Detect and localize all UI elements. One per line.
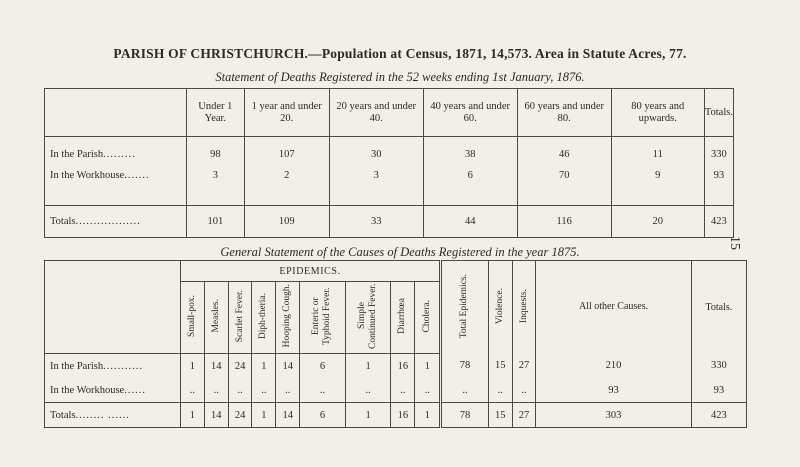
cell: 93 bbox=[704, 165, 733, 187]
epidemics-group-header: EPIDEMICS. bbox=[181, 261, 441, 282]
header-cell: Totals. bbox=[704, 89, 733, 137]
leader-dots: ........ ...... bbox=[75, 409, 130, 421]
cell: .. bbox=[441, 378, 489, 403]
cell: 330 bbox=[691, 354, 746, 379]
cell: 14 bbox=[276, 403, 300, 428]
header-cell: Totals. bbox=[691, 261, 746, 354]
cell: 15 bbox=[488, 403, 512, 428]
row-label: Totals bbox=[50, 409, 76, 421]
cell: 116 bbox=[517, 206, 611, 238]
table-row bbox=[45, 143, 734, 165]
document-title: PARISH OF CHRISTCHURCH.—Population at Census, 1871, 14,573. Area in Statute Acres, 77. bbox=[113, 46, 687, 61]
cell: 33 bbox=[329, 206, 423, 238]
cell: 30 bbox=[329, 143, 423, 165]
cell: 330 bbox=[704, 143, 733, 165]
header-cell: Inquests. bbox=[518, 288, 529, 323]
cell: 24 bbox=[228, 354, 252, 379]
row-label: In the Workhouse bbox=[50, 384, 125, 396]
cell: 109 bbox=[244, 206, 329, 238]
cell: 107 bbox=[244, 143, 329, 165]
cell: .. bbox=[415, 378, 441, 403]
header-cell: Scarlet Fever. bbox=[234, 289, 245, 343]
cell: 93 bbox=[691, 378, 746, 403]
header-cell: 60 years and under 80. bbox=[517, 89, 611, 137]
leader-dots: ....... bbox=[124, 170, 150, 182]
cell: 101 bbox=[187, 206, 245, 238]
cell: 1 bbox=[415, 403, 441, 428]
causes-of-death-table bbox=[44, 260, 747, 428]
table-row bbox=[45, 378, 747, 403]
header-cell: Measles. bbox=[210, 299, 221, 333]
leader-dots: ...... bbox=[124, 384, 146, 396]
cell: 16 bbox=[391, 354, 415, 379]
cell: .. bbox=[345, 378, 391, 403]
cell: 423 bbox=[704, 206, 733, 238]
header-blank bbox=[45, 261, 181, 282]
cell: 20 bbox=[611, 206, 704, 238]
cell: 78 bbox=[441, 354, 489, 379]
cell: .. bbox=[252, 378, 276, 403]
cell: 1 bbox=[181, 403, 205, 428]
cell: 2 bbox=[244, 165, 329, 187]
cell: 38 bbox=[423, 143, 517, 165]
header-cell: Diph-theria. bbox=[258, 292, 269, 340]
cell: 78 bbox=[441, 403, 489, 428]
cell: 9 bbox=[611, 165, 704, 187]
cell: 3 bbox=[329, 165, 423, 187]
leader-dots: .................. bbox=[75, 216, 141, 228]
leader-dots: ........... bbox=[103, 360, 143, 372]
cell: 6 bbox=[300, 403, 346, 428]
totals-row bbox=[45, 206, 734, 238]
cell: .. bbox=[391, 378, 415, 403]
cell: 303 bbox=[536, 403, 691, 428]
header-cell: Diarrhœa bbox=[397, 298, 408, 334]
cell: 1 bbox=[252, 403, 276, 428]
table-header-row bbox=[45, 89, 734, 137]
totals-row bbox=[45, 403, 747, 428]
cell: 1 bbox=[415, 354, 441, 379]
cell: 3 bbox=[187, 165, 245, 187]
header-cell: 1 year and under 20. bbox=[244, 89, 329, 137]
row-label: In the Workhouse bbox=[50, 170, 125, 182]
cell: .. bbox=[512, 378, 536, 403]
cell: 44 bbox=[423, 206, 517, 238]
cell: 16 bbox=[391, 403, 415, 428]
cell: 27 bbox=[512, 403, 536, 428]
cell: 14 bbox=[276, 354, 300, 379]
cell: .. bbox=[300, 378, 346, 403]
table-row bbox=[45, 354, 747, 379]
cell: 6 bbox=[300, 354, 346, 379]
header-cell: Violence. bbox=[494, 287, 505, 324]
header-cell: 80 years and upwards. bbox=[611, 89, 704, 137]
cell: 210 bbox=[536, 354, 691, 379]
leader-dots: ......... bbox=[103, 148, 136, 160]
cell: .. bbox=[488, 378, 512, 403]
header-cell: Simple Continued Fever. bbox=[357, 283, 379, 349]
cell: 46 bbox=[517, 143, 611, 165]
header-cell: 20 years and under 40. bbox=[329, 89, 423, 137]
row-label: In the Parish bbox=[50, 148, 104, 160]
header-cell: Enteric or Typhoid Fever. bbox=[311, 287, 333, 345]
table1-caption: Statement of Deaths Registered in the 52 weeks ending 1st January, 1876. bbox=[215, 70, 585, 84]
cell: 14 bbox=[204, 354, 228, 379]
page-number: 15 bbox=[727, 236, 742, 250]
cell: .. bbox=[204, 378, 228, 403]
cell: 15 bbox=[488, 354, 512, 379]
header-cell: All other Causes. bbox=[536, 261, 691, 354]
cell: 11 bbox=[611, 143, 704, 165]
cell: 98 bbox=[187, 143, 245, 165]
table2-caption: General Statement of the Causes of Deaths Registered in the year 1875. bbox=[220, 245, 580, 259]
cell: 24 bbox=[228, 403, 252, 428]
cell: 1 bbox=[345, 403, 391, 428]
row-label: Totals bbox=[50, 216, 76, 228]
cell: 27 bbox=[512, 354, 536, 379]
cell: 70 bbox=[517, 165, 611, 187]
deaths-by-age-table bbox=[44, 88, 734, 238]
header-cell: Cholera. bbox=[421, 299, 432, 333]
cell: 1 bbox=[252, 354, 276, 379]
cell: 14 bbox=[204, 403, 228, 428]
table-row bbox=[45, 165, 734, 187]
cell: 6 bbox=[423, 165, 517, 187]
header-cell: Hooping Cough. bbox=[282, 284, 293, 348]
cell: .. bbox=[276, 378, 300, 403]
cell: .. bbox=[181, 378, 205, 403]
header-cell: Small-pox. bbox=[186, 295, 197, 337]
cell: 423 bbox=[691, 403, 746, 428]
cell: .. bbox=[228, 378, 252, 403]
header-cell: Total Epidemics. bbox=[459, 273, 470, 338]
row-label: In the Parish bbox=[50, 360, 104, 372]
cell: 93 bbox=[536, 378, 691, 403]
header-cell: Under 1 Year. bbox=[187, 89, 245, 137]
cell: 1 bbox=[345, 354, 391, 379]
header-blank bbox=[45, 89, 187, 137]
header-cell: 40 years and under 60. bbox=[423, 89, 517, 137]
cell: 1 bbox=[181, 354, 205, 379]
